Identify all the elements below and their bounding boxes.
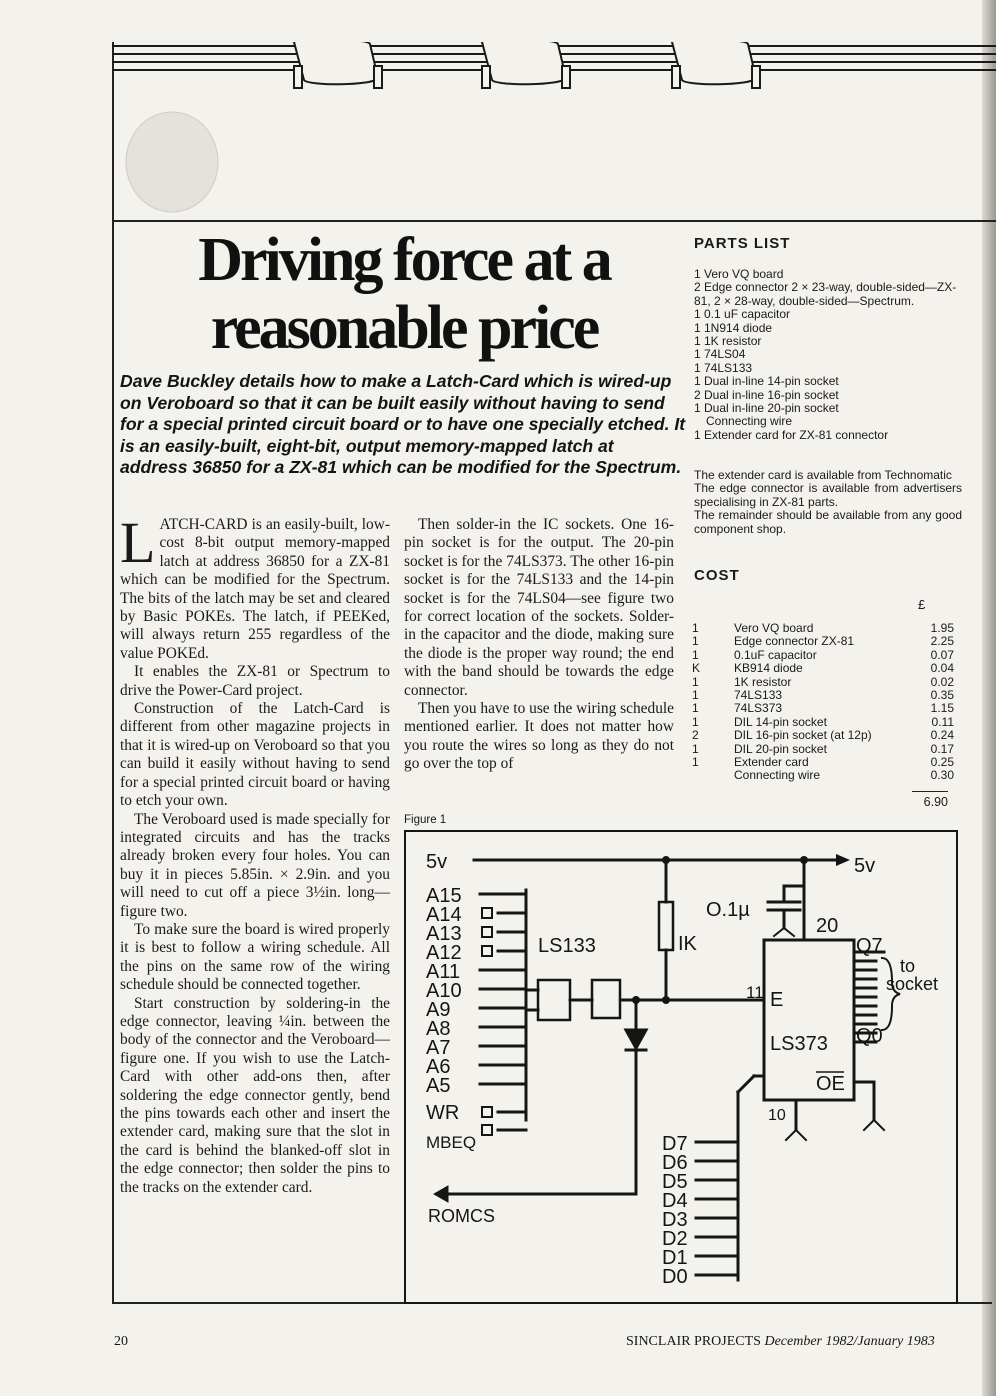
cost-item: Edge connector ZX-81 bbox=[734, 634, 855, 649]
cost-heading: COST bbox=[694, 567, 740, 584]
data-pin-label: D3 bbox=[662, 1209, 688, 1231]
cost-qty: 2 bbox=[692, 728, 699, 743]
addr-pin-label: MBEQ bbox=[426, 1133, 477, 1152]
cost-row bbox=[692, 676, 954, 689]
pin-20-label: 20 bbox=[816, 915, 839, 937]
page-number: 20 bbox=[114, 1334, 128, 1349]
data-pin-label: D0 bbox=[662, 1266, 688, 1288]
figure-label: Figure 1 bbox=[404, 814, 447, 826]
cost-total: 6.90 bbox=[923, 795, 948, 809]
cost-row bbox=[692, 622, 954, 635]
addr-pin-label: A6 bbox=[426, 1056, 451, 1078]
addr-pin-label: A5 bbox=[426, 1075, 451, 1097]
oe-label: OE bbox=[816, 1073, 845, 1095]
cost-item: DIL 20-pin socket bbox=[734, 741, 827, 756]
parts-item: 1 0.1 uF capacitor bbox=[694, 307, 791, 322]
cost-row bbox=[692, 662, 954, 675]
cost-price: 0.25 bbox=[930, 755, 954, 770]
cost-qty: 1 bbox=[692, 674, 699, 689]
cost-price: 0.04 bbox=[930, 661, 954, 676]
circuit-diagram bbox=[404, 830, 958, 1304]
currency-symbol: £ bbox=[918, 597, 926, 612]
cost-row bbox=[692, 702, 954, 715]
parts-item: 1 74LS04 bbox=[694, 347, 746, 362]
cost-row bbox=[692, 756, 954, 769]
cost-item: Connecting wire bbox=[734, 768, 821, 783]
supply-label: 5v bbox=[854, 855, 876, 877]
cost-row bbox=[692, 743, 954, 756]
drop-cap: L bbox=[120, 510, 156, 575]
issue-date: December 1982/January 1983 bbox=[764, 1334, 935, 1349]
cost-price: 0.30 bbox=[930, 768, 954, 783]
capacitor-label: O.1µ bbox=[706, 899, 750, 921]
title-line-2: reasonable price bbox=[210, 294, 598, 362]
parts-item: 1 Vero VQ board bbox=[694, 267, 784, 281]
cost-row bbox=[692, 649, 954, 662]
cost-qty bbox=[692, 769, 734, 782]
col1-paragraph-3: Construction of the Latch-Card is different from other magazine projects in that it is wired-up on Veroboard so that you can build it easily without having to send for a special printed circuit board or having to etch your own. bbox=[120, 700, 390, 810]
q7-label: Q7 bbox=[856, 935, 883, 957]
parts-item: 1 74LS133 bbox=[694, 360, 753, 375]
ls133-label: LS133 bbox=[538, 935, 596, 957]
cost-row bbox=[692, 635, 954, 648]
chip-label: LS373 bbox=[770, 1033, 828, 1055]
col2-paragraph-2: Then you have to use the wiring schedule mentioned earlier. It does not matter how you route the wires so long as they do not go over the top of bbox=[404, 700, 675, 773]
resistor-label: IK bbox=[678, 933, 697, 955]
parts-item: 1 Dual in-line 14-pin socket bbox=[694, 374, 839, 389]
running-footer bbox=[626, 1334, 935, 1350]
cost-row bbox=[692, 729, 954, 742]
pin-11-label: 11 bbox=[746, 983, 764, 1002]
romcs-label: ROMCS bbox=[428, 1206, 495, 1226]
col1-paragraph-6: Start construction by soldering-in the edge connector, leaving ¼in. between the body of the connector and the Veroboard—figure one. If you wish to use the Latch-Card with other add-ons then, after soldering the edge connector gently, bend the pins towards each other and insert the extender card, making sure that the slot in the card is behind the blanked-off slot in the edge connector; then solder the pins to the tracks on the extender card. bbox=[120, 994, 390, 1196]
cost-price: 0.02 bbox=[930, 674, 954, 689]
data-pin-label: D4 bbox=[662, 1190, 688, 1212]
parts-item: 2 Edge connector 2 × 23-way, double-sided—ZX-81, 2 × 28-way, double-sided—Spectrum. bbox=[694, 280, 957, 308]
col1-paragraph-2: It enables the ZX-81 or Spectrum to drive the Power-Card project. bbox=[120, 663, 390, 699]
standfirst: Dave Buckley details how to make a Latch-Card which is wired-up on Veroboard so that it can be built easily without having to send for a special printed circuit board or to have one specially etched. It is an easily-built, eight-bit, output memory-mapped latch at address 36850 for a ZX-81 which can be modified for the Spectrum. bbox=[120, 371, 686, 478]
cost-qty: 1 bbox=[692, 701, 699, 716]
cost-price: 0.07 bbox=[930, 647, 954, 662]
addr-pin-label: A8 bbox=[426, 1018, 451, 1040]
total-rule bbox=[912, 791, 948, 792]
parts-list-heading: PARTS LIST bbox=[694, 235, 791, 252]
parts-item: 1 1K resistor bbox=[694, 334, 762, 349]
availability-note: The edge connector is available from advertisers specialising in ZX-81 parts. bbox=[694, 481, 962, 509]
parts-item: 1 Extender card for ZX-81 connector bbox=[694, 427, 889, 442]
data-pin-label: D5 bbox=[662, 1171, 688, 1193]
q0-label: Q0 bbox=[856, 1025, 883, 1047]
cost-item: 1K resistor bbox=[734, 674, 792, 689]
publication-name: SINCLAIR PROJECTS bbox=[626, 1334, 761, 1349]
cost-qty: 1 bbox=[692, 741, 699, 756]
data-pin-label: D6 bbox=[662, 1152, 688, 1174]
cost-table bbox=[692, 622, 954, 783]
pin-10-label: 10 bbox=[768, 1107, 786, 1124]
addr-pin-label: A12 bbox=[426, 942, 462, 964]
col2-paragraph-1: Then solder-in the IC sockets. One 16-pin socket is for the output. The 20-pin socket is for the 74LS373. The other 16-pin socket is for the 74LS133 and the 14-pin socket is for the 74LS04—see figure two for correct location of the sockets. Solder-in the capacitor and the diode, making sure the diode is the proper way round; the end with the band should be towards the edge connector. bbox=[404, 516, 674, 699]
parts-item: 2 Dual in-line 16-pin socket bbox=[694, 387, 839, 402]
cost-item: KB914 diode bbox=[734, 661, 803, 676]
addr-pin-label: A15 bbox=[426, 885, 462, 907]
cost-price: 0.11 bbox=[931, 714, 954, 729]
cost-qty: 1 bbox=[692, 688, 699, 703]
supply-label: 5v bbox=[426, 851, 448, 873]
addr-pin-label: A13 bbox=[426, 923, 462, 945]
parts-item: Connecting wire bbox=[706, 414, 793, 429]
cost-item: 0.1uF capacitor bbox=[734, 647, 817, 662]
cost-price: 2.25 bbox=[930, 634, 954, 649]
enable-label: E bbox=[770, 989, 784, 1011]
schematic-svg bbox=[404, 830, 958, 1304]
addr-pin-label: A14 bbox=[426, 904, 462, 926]
cost-qty: K bbox=[692, 661, 701, 676]
col1-paragraph-1: ATCH-CARD is an easily-built, low-cost 8-bit output memory-mapped latch at address 36850 for a ZX-81 which can be modified for the Spectrum. The bits of the latch may be set and cleared by Basic POKEs. The latch, if PEEKed, will always return 255 regardless of the value POKEd. bbox=[120, 516, 390, 662]
cost-item: 74LS373 bbox=[734, 701, 783, 716]
availability-note: The extender card is available from Technomatic bbox=[694, 468, 952, 482]
cost-item: DIL 14-pin socket bbox=[734, 714, 827, 729]
data-pin-label: D1 bbox=[662, 1247, 688, 1269]
addr-pin-label: A11 bbox=[426, 961, 461, 983]
cost-qty: 1 bbox=[692, 714, 699, 729]
cost-price: 0.24 bbox=[930, 728, 954, 743]
data-pin-label: D2 bbox=[662, 1228, 688, 1250]
body-column-1 bbox=[120, 510, 390, 1197]
cost-price: 0.35 bbox=[930, 688, 954, 703]
parts-list bbox=[694, 268, 962, 442]
addr-pin-label: WR bbox=[426, 1102, 460, 1124]
cost-price: 1.95 bbox=[930, 621, 954, 635]
addr-pin-label: A7 bbox=[426, 1037, 451, 1059]
parts-item: 1 Dual in-line 20-pin socket bbox=[694, 401, 839, 416]
pipe-clamp-graphic bbox=[112, 42, 996, 222]
cost-row bbox=[692, 689, 954, 702]
body-column-2 bbox=[404, 516, 674, 774]
col1-paragraph-4: The Veroboard used is made specially for integrated circuits and has the tracks already broken every four holes. You can buy it in pieces 5.85in. × 2.9in. and you will need to cut off a piece 3½in. long—figure two. bbox=[120, 810, 390, 920]
cost-qty: 1 bbox=[692, 634, 699, 649]
addr-pin-label: A10 bbox=[426, 980, 462, 1002]
article-title bbox=[118, 226, 690, 362]
col1-paragraph-5: To make sure the board is wired properly it is best to follow a wiring schedule. All the pins on the same row of the wiring schedule should be connected together. bbox=[120, 920, 390, 994]
data-pin-label: D7 bbox=[662, 1133, 688, 1155]
cost-item: Extender card bbox=[734, 755, 809, 770]
title-line-1: Driving force at a bbox=[198, 226, 610, 294]
cost-price: 1.15 bbox=[930, 701, 954, 716]
cost-price: 0.17 bbox=[930, 741, 954, 756]
cost-qty: 1 bbox=[692, 621, 699, 635]
cost-item: DIL 16-pin socket (at 12p) bbox=[734, 728, 872, 743]
parts-item: 1 1N914 diode bbox=[694, 320, 773, 335]
cost-qty: 1 bbox=[692, 647, 699, 662]
socket-label: socket bbox=[886, 974, 939, 994]
to-label: to bbox=[900, 956, 916, 976]
cost-item: 74LS133 bbox=[734, 688, 783, 703]
header-illustration bbox=[112, 42, 996, 222]
availability-notes bbox=[694, 469, 962, 536]
addr-pin-label: A9 bbox=[426, 999, 451, 1021]
cost-row bbox=[692, 716, 954, 729]
cost-item: Vero VQ board bbox=[734, 621, 814, 635]
cost-qty: 1 bbox=[692, 755, 699, 770]
cost-row bbox=[692, 769, 954, 782]
availability-note: The remainder should be available from any good component shop. bbox=[694, 508, 962, 536]
